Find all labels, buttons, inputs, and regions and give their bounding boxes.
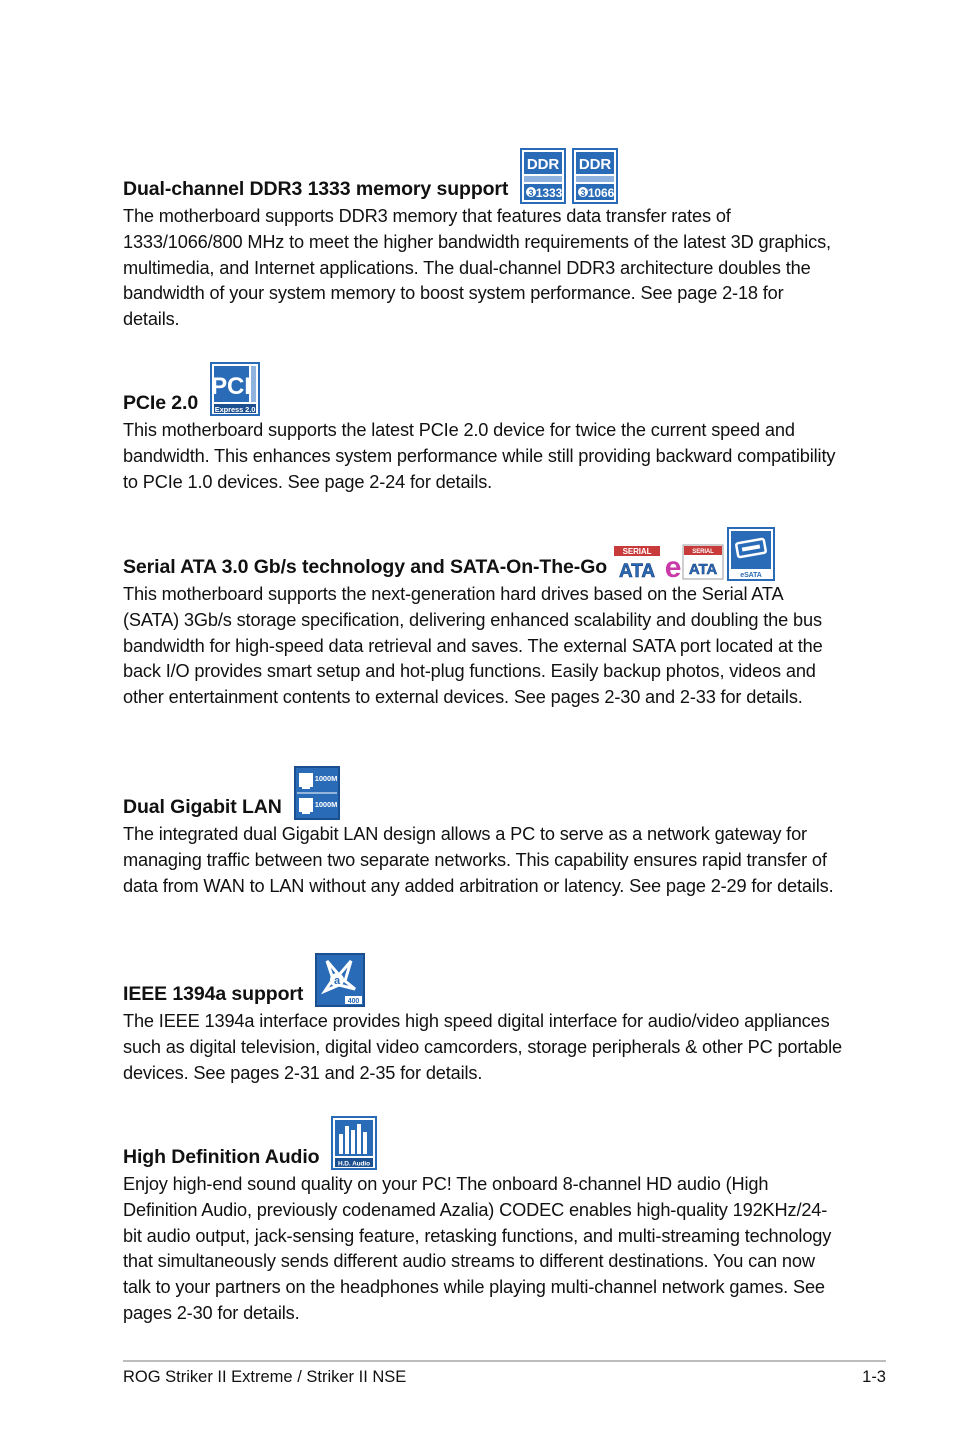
ddr3-1066-logo: [572, 148, 618, 204]
svg-text:1066: 1066: [588, 186, 615, 200]
section-ddr3: [123, 148, 843, 333]
esata-port-logo: [727, 527, 775, 581]
section-title: PCIe 2.0: [123, 392, 199, 414]
section-header: [123, 148, 843, 200]
section-pcie: [123, 362, 843, 495]
section-body: The motherboard supports DDR3 memory that features data transfer rates of 1333/1066/800 MHz to meet the higher bandwidth requirements of the latest 3D graphics, multimedia, and Internet applications. The dual-channel DDR3 architecture doubles the bandwidth of your system memory to boost system performance. See page 2-18 for details.: [123, 206, 831, 330]
section-body: Enjoy high-end sound quality on your PC! The onboard 8-channel HD audio (High Definition Audio, previously codenamed Azalia) CODEC enables high-quality 192KHz/24-bit audio output, jack-sensing feature, retasking functions, and multi-streaming technology that simultaneously sends different audio streams to different destinations. You can now talk to your partners on the headphones while playing multi-channel network games. See pages 2-30 for details.: [123, 1174, 832, 1323]
section-body: This motherboard supports the latest PCIe 2.0 device for twice the current speed and bandwidth. This enhances system performance while still providing backward compatibility to PCIe 1.0 devices. See page 2-24 for details.: [123, 420, 836, 492]
section-title: IEEE 1394a support: [123, 983, 304, 1005]
svg-text:SERIAL: SERIAL: [692, 549, 714, 555]
section-header: [123, 1116, 843, 1168]
svg-text:1333: 1333: [536, 186, 563, 200]
svg-text:Express 2.0: Express 2.0: [214, 405, 256, 414]
section-title: Dual-channel DDR3 1333 memory support: [123, 178, 509, 200]
footer-divider: [123, 1360, 886, 1362]
footer-product-name: ROG Striker II Extreme / Striker II NSE: [123, 1368, 407, 1386]
section-header: [123, 766, 843, 818]
svg-text:3: 3: [580, 188, 586, 198]
section-header: [123, 362, 843, 414]
svg-text:1000M: 1000M: [314, 774, 337, 783]
svg-text:400: 400: [348, 998, 360, 1005]
footer-page-number: 1-3: [862, 1368, 886, 1386]
svg-text:H.D. Audio: H.D. Audio: [338, 1160, 371, 1168]
svg-text:e: e: [664, 551, 682, 581]
svg-text:ATA: ATA: [619, 561, 656, 581]
section-header: [123, 527, 843, 581]
section-title: Serial ATA 3.0 Gb/s technology and SATA-On-The-Go: [123, 556, 608, 578]
svg-text:SERIAL: SERIAL: [622, 547, 652, 556]
section-body: The integrated dual Gigabit LAN design allows a PC to serve as a network gateway for managing traffic between two separate networks. This capability ensures rapid transfer of data from WAN to LAN without any added arbitration or latency. See page 2-29 for details.: [123, 824, 834, 896]
section-ieee1394: [123, 953, 843, 1086]
ieee1394a-logo: [315, 953, 365, 1007]
hd-audio-logo: [331, 1116, 377, 1170]
svg-text:eSATA: eSATA: [740, 572, 762, 579]
section-header: [123, 953, 843, 1005]
svg-text:DDR: DDR: [579, 156, 612, 173]
svg-text:PCI: PCI: [211, 373, 251, 400]
section-sata: [123, 527, 843, 711]
serial-ata-logo: [613, 545, 661, 581]
section-body: This motherboard supports the next-generation hard drives based on the Serial ATA (SATA) 3Gb/s storage specification, delivering enhanced scalability and doubling the bus bandwidth for high-speed data retrieval and saves. The external SATA port located at the back I/O provides smart setup and hot-plug functions. Easily backup photos, videos and other entertainment contents to external devices. See pages 2-30 and 2-33 for details.: [123, 584, 823, 708]
pci-express-logo: [210, 362, 260, 416]
esata-logo: [663, 541, 725, 581]
ddr3-1333-logo: [520, 148, 566, 204]
svg-text:a: a: [334, 975, 341, 987]
section-body: The IEEE 1394a interface provides high speed digital interface for audio/video appliances such as digital television, digital video camcorders, storage peripherals & other PC portable devices. See pages 2-31 and 2-35 for details.: [123, 1011, 842, 1083]
svg-text:1000M: 1000M: [314, 800, 337, 809]
dual-lan-logo: [294, 766, 340, 820]
svg-text:3: 3: [528, 188, 534, 198]
section-title: High Definition Audio: [123, 1146, 320, 1168]
section-lan: [123, 766, 843, 899]
section-title: Dual Gigabit LAN: [123, 796, 282, 818]
svg-text:ATA: ATA: [688, 561, 718, 578]
svg-text:DDR: DDR: [527, 156, 560, 173]
section-hd-audio: [123, 1116, 843, 1327]
